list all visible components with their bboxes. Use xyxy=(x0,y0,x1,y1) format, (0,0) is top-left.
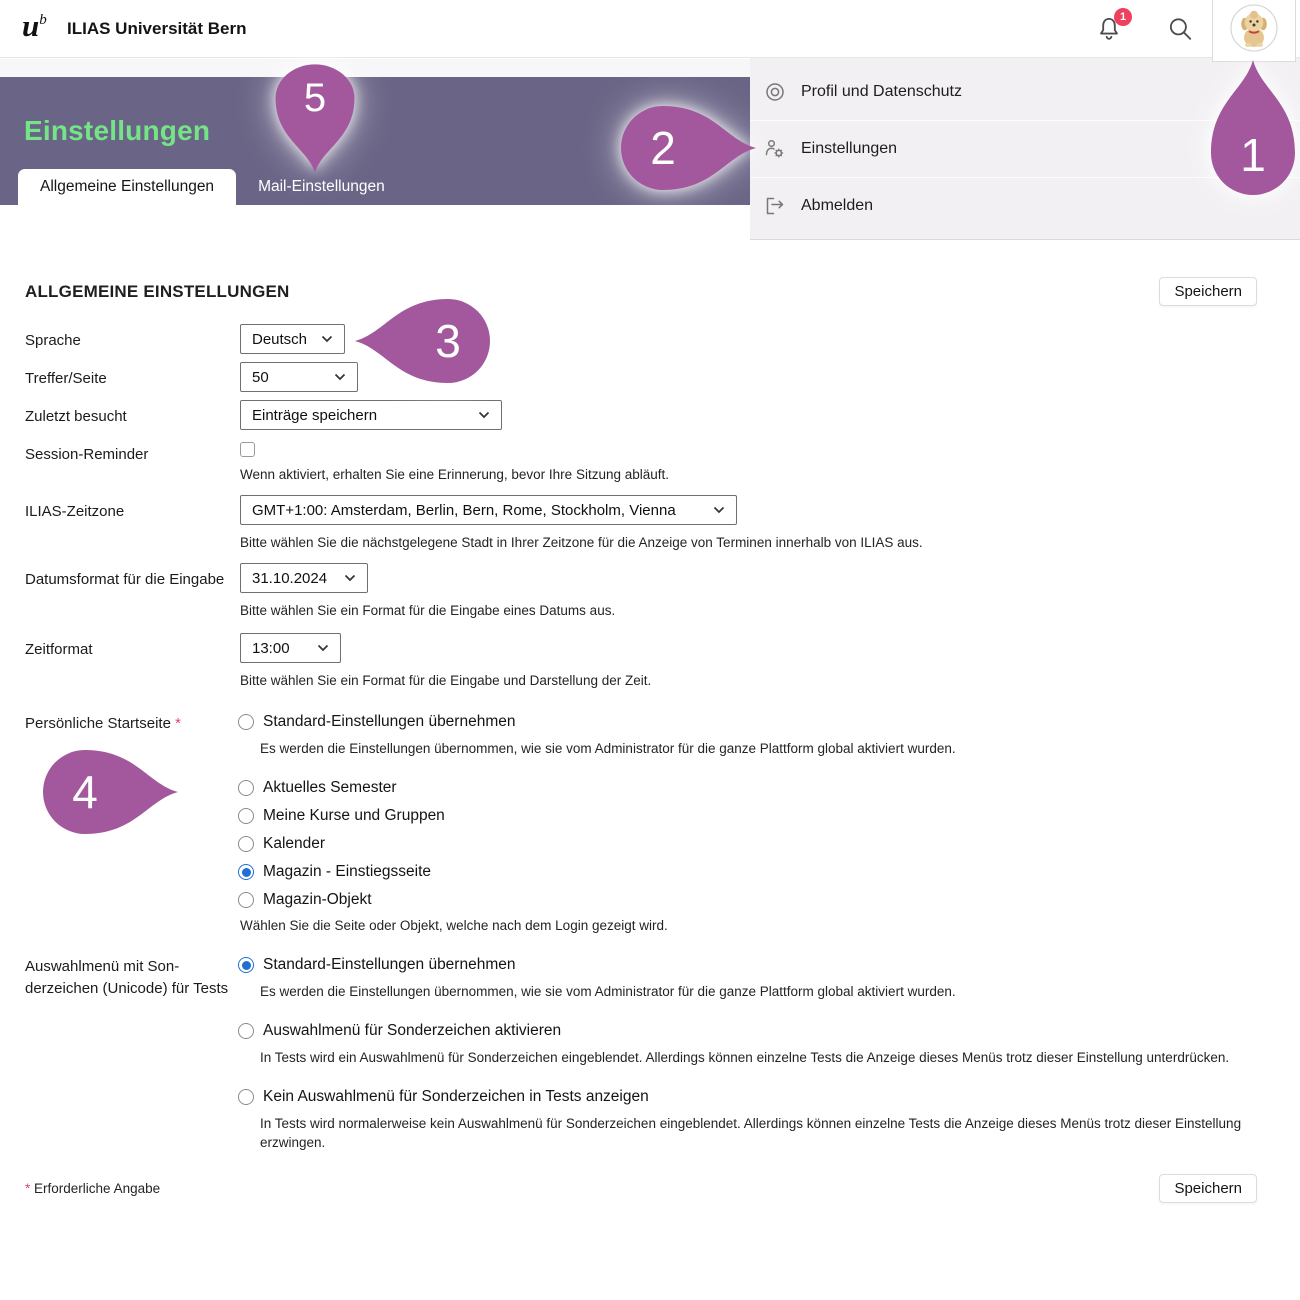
zeitformat-select-value: 13:00 xyxy=(252,639,290,657)
radio-circle[interactable] xyxy=(238,836,254,852)
radio-startseite-meine-kurse[interactable]: Meine Kurse und Gruppen xyxy=(240,805,1257,827)
search-button[interactable] xyxy=(1163,13,1197,47)
radio-circle[interactable] xyxy=(238,808,254,824)
datumsformat-help: Bitte wählen Sie ein Format für die Eingabe eines Datums aus. xyxy=(240,603,616,618)
radio-circle[interactable] xyxy=(238,1023,254,1039)
user-settings-icon xyxy=(763,137,787,161)
datumsformat-select-value: 31.10.2024 xyxy=(252,569,328,587)
bell-icon xyxy=(1095,32,1123,47)
logout-icon xyxy=(763,194,787,218)
required-asterisk: * xyxy=(25,1181,31,1196)
zuletzt-besucht-select-value: Einträge speichern xyxy=(252,406,378,424)
tab-mail-einstellungen[interactable]: Mail-Einstellungen xyxy=(258,178,385,195)
radio-help: In Tests wird normalerweise kein Auswahlmenü für Sonderzeichen eingeblendet. Allerdings können einzelne Tests die Anzeige dieses Menüs trotz dieser Einstellung erzwingen. xyxy=(260,1116,1242,1150)
menu-item-label: Einstellungen xyxy=(801,140,898,157)
zeitzone-help: Bitte wählen Sie die nächstgelegene Stadt in Ihrer Zeitzone für die Anzeige von Terminen innerhalb von ILIAS aus. xyxy=(240,535,923,550)
menu-item-label: Abmelden xyxy=(801,197,874,214)
radio-sonderzeichen-kein-menue[interactable]: Kein Auswahlmenü für Sonderzeichen in Tests anzeigen xyxy=(240,1086,1257,1108)
notifications-button[interactable] xyxy=(1092,13,1126,47)
callout-marker-3 xyxy=(353,291,493,391)
radio-startseite-aktuelles-semester[interactable]: Aktuelles Semester xyxy=(240,777,1257,799)
zeitzone-select[interactable] xyxy=(240,495,737,525)
callout-number: 2 xyxy=(650,122,676,174)
session-reminder-help: Wenn aktiviert, erhalten Sie eine Erinnerung, bevor Ihre Sitzung abläuft. xyxy=(240,467,670,482)
save-button-top[interactable]: Speichern xyxy=(1159,277,1257,306)
callout-marker-2 xyxy=(618,98,758,198)
chevron-down-icon xyxy=(478,411,490,419)
search-icon xyxy=(1166,32,1194,47)
zuletzt-besucht-select[interactable] xyxy=(240,400,502,430)
callout-marker-5 xyxy=(268,62,362,174)
general-settings-form xyxy=(25,324,1257,1152)
radio-help: Es werden die Einstellungen übernommen, wie sie vom Administrator für die ganze Plattform global aktiviert wurden. xyxy=(260,741,956,756)
field-label-session-reminder: Session-Reminder xyxy=(25,446,149,463)
treffer-select-value: 50 xyxy=(252,368,269,386)
callout-number: 5 xyxy=(303,75,327,120)
sprache-select[interactable] xyxy=(240,324,345,354)
radio-startseite-magazin-einstiegsseite[interactable]: Magazin - Einstiegsseite xyxy=(240,861,1257,883)
dog-avatar xyxy=(1230,4,1278,57)
field-label-sprache: Sprache xyxy=(25,332,81,349)
save-button-bottom[interactable]: Speichern xyxy=(1159,1174,1257,1203)
radio-startseite-magazin-objekt[interactable]: Magazin-Objekt xyxy=(240,889,1257,911)
field-label-datumsformat: Datumsformat für die Eingabe xyxy=(25,571,225,588)
session-reminder-checkbox[interactable] xyxy=(240,442,255,457)
chevron-down-icon xyxy=(713,506,725,514)
radio-sonderzeichen-aktivieren[interactable]: Auswahlmenü für Sonderzeichen aktivieren xyxy=(240,1020,1257,1042)
tab-allgemeine-einstellungen[interactable]: Allgemeine Einstellungen xyxy=(18,169,236,205)
logo-letter-b: b xyxy=(39,12,47,28)
field-label-zeitzone: ILIAS-Zeitzone xyxy=(25,503,125,520)
app-title: ILIAS Universität Bern xyxy=(67,19,247,38)
radio-startseite-kalender[interactable]: Kalender xyxy=(240,833,1257,855)
zeitformat-help: Bitte wählen Sie ein Format für die Eingabe und Darstellung der Zeit. xyxy=(240,673,652,688)
field-label-zeitformat: Zeitformat xyxy=(25,641,93,658)
datumsformat-select[interactable] xyxy=(240,563,368,593)
form-heading: ALLGEMEINE EINSTELLUNGEN xyxy=(25,281,290,301)
field-label-zuletzt-besucht: Zuletzt besucht xyxy=(25,408,127,425)
radio-circle[interactable] xyxy=(238,714,254,730)
tab-bar xyxy=(18,169,407,205)
startseite-help: Wählen Sie die Seite oder Objekt, welche nach dem Login gezeigt wird. xyxy=(240,918,668,933)
zeitzone-select-value: GMT+1:00: Amsterdam, Berlin, Bern, Rome, Stockholm, Vienna xyxy=(252,501,676,519)
main-content xyxy=(25,205,1257,1203)
zeitformat-select[interactable] xyxy=(240,633,341,663)
callout-marker-1 xyxy=(1203,58,1300,198)
menu-item-label: Profil und Datenschutz xyxy=(801,82,962,100)
avatar-button[interactable] xyxy=(1212,0,1296,62)
required-asterisk: * xyxy=(175,715,181,732)
radio-circle[interactable] xyxy=(238,1089,254,1105)
radio-startseite-standard[interactable]: Standard-Einstellungen übernehmen xyxy=(240,711,1257,733)
required-note: * Erforderliche Angabe xyxy=(25,1181,161,1196)
page-title: Einstellungen xyxy=(24,115,211,146)
chevron-down-icon xyxy=(317,644,329,652)
unibe-logo[interactable] xyxy=(22,8,62,50)
radio-circle[interactable] xyxy=(238,892,254,908)
radio-sonderzeichen-standard[interactable]: Standard-Einstellungen übernehmen xyxy=(240,954,1257,976)
topbar xyxy=(0,0,1300,58)
radio-circle-selected[interactable] xyxy=(238,957,254,973)
sprache-select-value: Deutsch xyxy=(252,330,308,348)
radio-circle-selected[interactable] xyxy=(238,864,254,880)
callout-number: 4 xyxy=(72,766,98,818)
chevron-down-icon xyxy=(321,335,333,343)
callout-number: 3 xyxy=(435,315,461,367)
field-label-sonderzeichen: Auswahlmenü mit Sonderzeichen (Unicode) für Tests xyxy=(25,958,229,997)
field-label-startseite: Persönliche Startseite * xyxy=(25,715,181,732)
radio-circle[interactable] xyxy=(238,780,254,796)
chevron-down-icon xyxy=(344,574,356,582)
chevron-down-icon xyxy=(334,373,346,381)
callout-marker-4 xyxy=(40,742,180,842)
profile-privacy-icon xyxy=(763,80,787,104)
radio-help: Es werden die Einstellungen übernommen, wie sie vom Administrator für die ganze Plattform global aktiviert wurden. xyxy=(260,984,956,999)
radio-help: In Tests wird ein Auswahlmenü für Sonderzeichen eingeblendet. Allerdings können einzelne Tests die Anzeige dieses Menüs trotz dieser Einstellung unterdrücken. xyxy=(260,1050,1230,1065)
logo-letter-u: u xyxy=(22,8,40,43)
field-label-treffer: Treffer/Seite xyxy=(25,370,107,387)
treffer-select[interactable] xyxy=(240,362,358,392)
notification-badge: 1 xyxy=(1114,8,1132,26)
callout-number: 1 xyxy=(1240,128,1266,181)
